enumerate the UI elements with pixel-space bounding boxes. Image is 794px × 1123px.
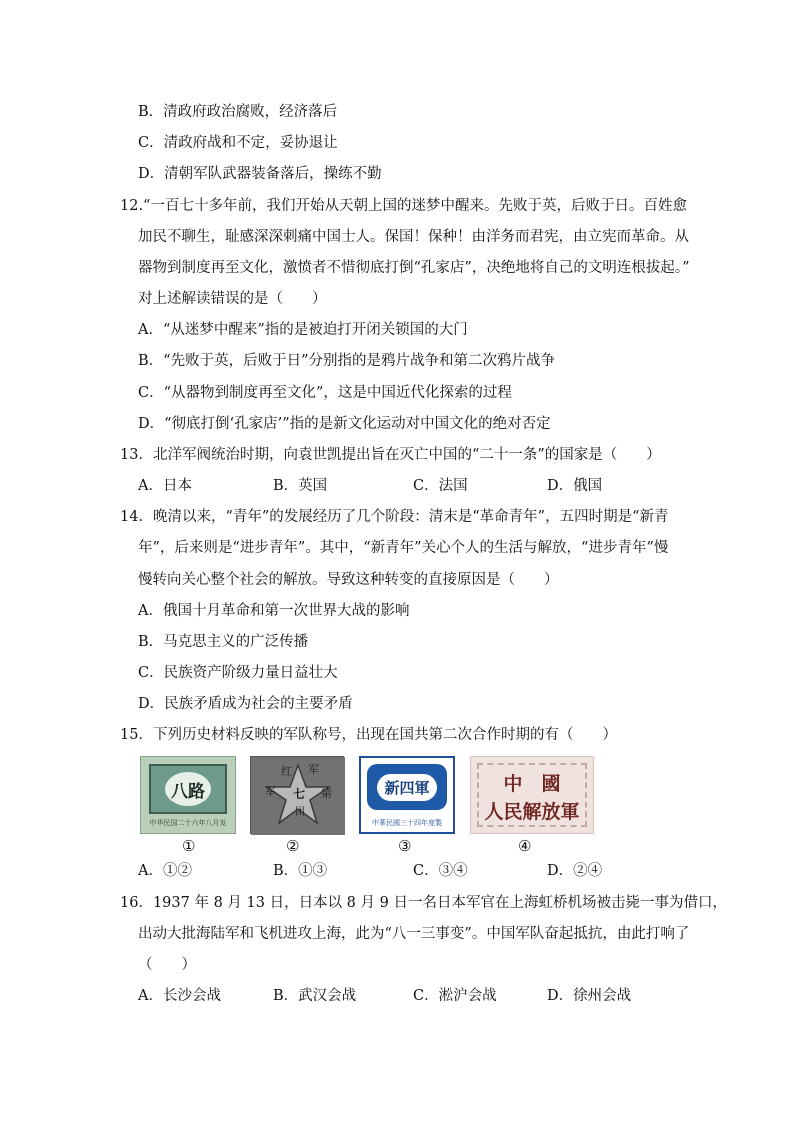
q13-option-d: D．俄国: [547, 478, 603, 494]
q16-stem-line-3: （ ）: [138, 957, 196, 973]
eighth-route-army-armband-image: [140, 756, 236, 834]
armband-footer-text: 中华民国二十六年八月发: [149, 819, 227, 827]
image-number-4: ④: [518, 837, 532, 855]
q11-option-d: D．清朝军队武器装备落后，操练不勤: [138, 166, 382, 182]
q16-stem-line-2: 出动大批海陆军和飞机进攻上海，此为“八一三事变”。中国军队奋起抵抗，由此打响了: [138, 926, 690, 942]
patch-main-text: 新四軍: [377, 774, 436, 801]
q12-option-c: C．“从器物到制度再至文化”，这是中国近代化探索的过程: [138, 385, 512, 401]
q14-option-b: B．马克思主义的广泛传播: [138, 634, 309, 650]
badge-char-bottom: 团: [295, 807, 305, 818]
badge-char-right: 第: [321, 787, 332, 800]
q16-stem-line-1: 16．1937 年 8 月 13 日，日本以 8 月 9 日一名日本军官在上海虹桥机场被击毙一事为借口，: [120, 895, 727, 911]
red-army-badge-image: [250, 756, 344, 834]
q12-option-a: A．“从迷梦中醒来”指的是被迫打开闭关锁国的大门: [138, 322, 468, 338]
patch-line-1: 中 國: [503, 773, 561, 795]
q15-option-a: A．①②: [138, 863, 192, 879]
q15-option-d: D．②④: [547, 863, 603, 879]
badge-char-top: 红: [281, 765, 292, 778]
image-number-1: ①: [182, 837, 196, 855]
patch-footer-text: 中華民國三十四年度製: [372, 819, 442, 827]
q13-stem: 13．北洋军阀统治时期，向袁世凯提出旨在灭亡中国的“二十一条”的国家是（ ）: [120, 447, 661, 463]
q14-option-a: A．俄国十月革命和第一次世界大战的影响: [138, 603, 410, 619]
q13-option-a: A．日本: [138, 478, 192, 494]
pla-patch-image: [470, 756, 594, 834]
patch-line-2: 人民解放軍: [484, 801, 580, 823]
q15-option-b: B．①③: [273, 863, 328, 879]
q16-option-d: D．徐州会战: [547, 988, 632, 1004]
q12-stem-line-2: 加民不聊生，耻感深深刺痛中国士人。保国！保种！由洋务而君宪，由立宪而革命。从: [138, 229, 689, 245]
q16-option-b: B．武汉会战: [273, 988, 357, 1004]
q12-stem-line-1: 12.“一百七十多年前，我们开始从天朝上国的迷梦中醒来。先败于英，后败于日。百姓愈: [120, 198, 687, 214]
q14-option-d: D．民族矛盾成为社会的主要矛盾: [138, 696, 353, 712]
q11-option-b: B．清政府政治腐败，经济落后: [138, 104, 338, 120]
q14-stem-line-2: 年”，后来则是“进步青年”。其中，“新青年”关心个人的生活与解放，“进步青年”慢: [138, 540, 669, 556]
badge-char-left: 军: [265, 785, 276, 798]
badge-char-right-top: 军: [308, 763, 319, 776]
armband-main-text: 八路: [165, 772, 211, 806]
q12-option-b: B．“先败于英，后败于日”分别指的是鸦片战争和第二次鸦片战争: [138, 353, 555, 369]
q14-stem-line-3: 慢转向关心整个社会的解放。导致这种转变的直接原因是（ ）: [138, 572, 559, 588]
q14-option-c: C．民族资产阶级力量日益壮大: [138, 665, 338, 681]
q12-stem-line-4: 对上述解读错误的是（ ）: [138, 291, 327, 307]
q12-option-d: D．“彻底打倒‘孔家店’”指的是新文化运动对中国文化的绝对否定: [138, 416, 551, 432]
q16-option-a: A．长沙会战: [138, 988, 221, 1004]
badge-char-center: 七: [293, 787, 306, 801]
q15-stem: 15．下列历史材料反映的军队称号，出现在国共第二次合作时期的有（ ）: [120, 727, 617, 743]
q14-stem-line-1: 14．晚清以来，“青年”的发展经历了几个阶段：清末是“革命青年”，五四时期是“新青: [120, 509, 669, 525]
q12-stem-line-3: 器物到制度再至文化，激愤者不惜彻底打倒“孔家店”，决绝地将自己的文明连根拔起。”: [138, 260, 690, 276]
q15-option-c: C．③④: [413, 863, 468, 879]
image-number-3: ③: [398, 837, 412, 855]
q16-option-c: C．淞沪会战: [413, 988, 497, 1004]
q11-option-c: C．清政府战和不定，妥协退让: [138, 135, 338, 151]
q13-option-b: B．英国: [273, 478, 328, 494]
new-fourth-army-patch-image: [359, 756, 455, 834]
q13-option-c: C．法国: [413, 478, 468, 494]
image-number-2: ②: [286, 837, 300, 855]
